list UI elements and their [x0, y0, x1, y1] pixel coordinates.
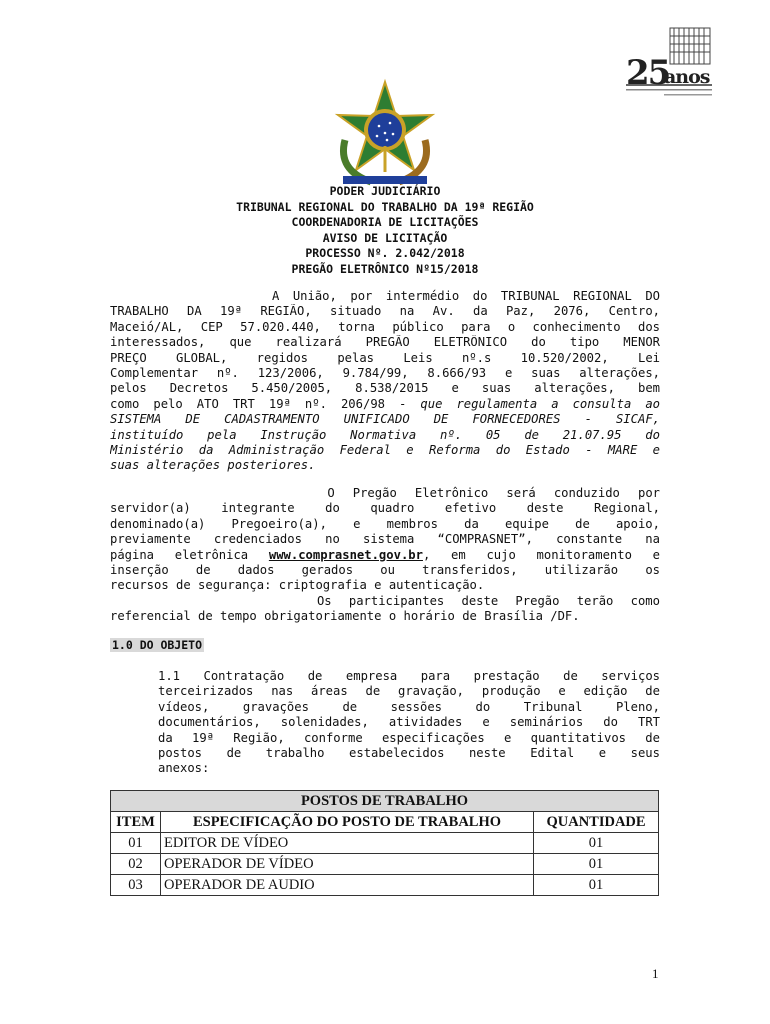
paragraph-line: postos de trabalho estabelecidos neste Edital e seus [158, 745, 660, 760]
paragraph-text: como pelo ATO TRT 19ª nº. 206/98 - [110, 396, 421, 411]
paragraph-line: A União, por intermédio do TRIBUNAL REGIONAL DO [110, 289, 660, 303]
table-header-row [111, 812, 659, 833]
header-line: AVISO DE LICITAÇÃO [322, 230, 448, 245]
paragraph-text: página eletrônica [110, 547, 269, 562]
table-title: POSTOS DE TRABALHO [111, 791, 659, 812]
paragraph-line: instituído pela Instrução Normativa nº. 05 de 21.07.95 do [110, 427, 660, 442]
column-header: ESPECIFICAÇÃO DO POSTO DE TRABALHO [160, 812, 533, 833]
pregao-paragraph [110, 486, 660, 625]
table-cell: 01 [534, 833, 659, 854]
paragraph-line: pelos Decretos 5.450/2005, 8.538/2015 e suas alterações, bem [110, 381, 660, 396]
table-cell: 03 [111, 875, 161, 896]
table-cell: OPERADOR DE VÍDEO [160, 854, 533, 875]
paragraph-line: 1.1 Contratação de empresa para prestação de serviços [158, 669, 660, 683]
postos-table [110, 790, 659, 896]
intro-paragraph [110, 289, 660, 474]
paragraph-italic-text: que regulamenta a consulta ao [420, 396, 660, 411]
paragraph-line: anexos: [158, 761, 210, 776]
paragraph-line: interessados, que realizará PREGÃO ELETRÔNICO do tipo MENOR [110, 335, 660, 350]
section-heading: 1.0 DO OBJETO [112, 638, 203, 652]
header-line: COORDENADORIA DE LICITAÇÕES [291, 215, 479, 229]
paragraph-text: , em cujo monitoramento e [422, 547, 660, 562]
paragraph-line: Os participantes deste Pregão terão como [110, 593, 660, 608]
header-line: PREGÃO ELETRÔNICO Nº15/2018 [291, 261, 479, 276]
table-cell: EDITOR DE VÍDEO [160, 833, 533, 854]
table-title-row [111, 791, 659, 812]
page-number: 1 [652, 966, 659, 981]
header-line: PODER JUDICIÁRIO [329, 184, 441, 198]
document-header [0, 184, 770, 277]
paragraph-line: inserção de dados gerados ou transferidos, utilizarão os [110, 562, 660, 577]
paragraph-line: da 19ª Região, conforme especificações e quantitativos de [158, 730, 660, 745]
logo-number: 25 [626, 53, 670, 93]
paragraph-line: terceirizados nas áreas de gravação, produção e edição de [158, 684, 660, 699]
paragraph-line: servidor(a) integrante do quadro efetivo deste Regional, [110, 501, 660, 516]
header-line: PROCESSO Nº. 2.042/2018 [305, 246, 465, 260]
header-line: TRIBUNAL REGIONAL DO TRABALHO DA 19ª REGIÃO [236, 199, 534, 214]
comprasnet-link[interactable]: www.comprasnet.gov.br [268, 547, 423, 562]
paragraph-line: SISTEMA DE CADASTRAMENTO UNIFICADO DE FORNECEDORES - SICAF, [110, 412, 660, 427]
paragraph-line: suas alterações posteriores. [110, 458, 316, 473]
paragraph-line: TRABALHO DA 19ª REGIÃO, situado na Av. da Paz, 2076, Centro, [110, 304, 660, 319]
paragraph-line: PREÇO GLOBAL, regidos pelas Leis nº.s 10.520/2002, Lei [110, 350, 660, 365]
paragraph-line: Maceió/AL, CEP 57.020.440, torna público para o conhecimento dos [110, 319, 660, 334]
column-header: QUANTIDADE [534, 812, 659, 833]
table-cell: 01 [111, 833, 161, 854]
table-row [111, 875, 659, 896]
paragraph-line: O Pregão Eletrônico será conduzido por [110, 486, 660, 500]
brazil-coat-of-arms-icon [330, 78, 440, 190]
paragraph-line: Complementar nº. 123/2006, 9.784/99, 8.666/93 e suas alterações, [110, 365, 660, 380]
paragraph-line [110, 548, 660, 563]
paragraph-line: documentários, solenidades, atividades e seminários do TRT [158, 715, 660, 730]
item-1-1-paragraph [158, 669, 660, 777]
paragraph-line: denominado(a) Pregoeiro(a), e membros da equipe de apoio, [110, 516, 660, 531]
table-row [111, 833, 659, 854]
table-row [111, 854, 659, 875]
column-header: ITEM [111, 812, 161, 833]
paragraph-line [110, 397, 660, 412]
paragraph-line: Ministério da Administração Federal e Reforma do Estado - MARE e [110, 442, 660, 457]
paragraph-line: previamente credenciados no sistema “COMPRASNET”, constante na [110, 532, 660, 547]
table-cell: OPERADOR DE AUDIO [160, 875, 533, 896]
paragraph-line: recursos de segurança: criptografia e autenticação. [110, 578, 485, 593]
paragraph-line: referencial de tempo obrigatoriamente o horário de Brasília /DF. [110, 609, 580, 624]
table-cell: 01 [534, 875, 659, 896]
logo-word: anos [664, 66, 710, 88]
paragraph-line: vídeos, gravações de sessões do Tribunal Pleno, [158, 699, 660, 714]
anniversary-logo [624, 24, 716, 104]
table-cell: 01 [534, 854, 659, 875]
table-cell: 02 [111, 854, 161, 875]
